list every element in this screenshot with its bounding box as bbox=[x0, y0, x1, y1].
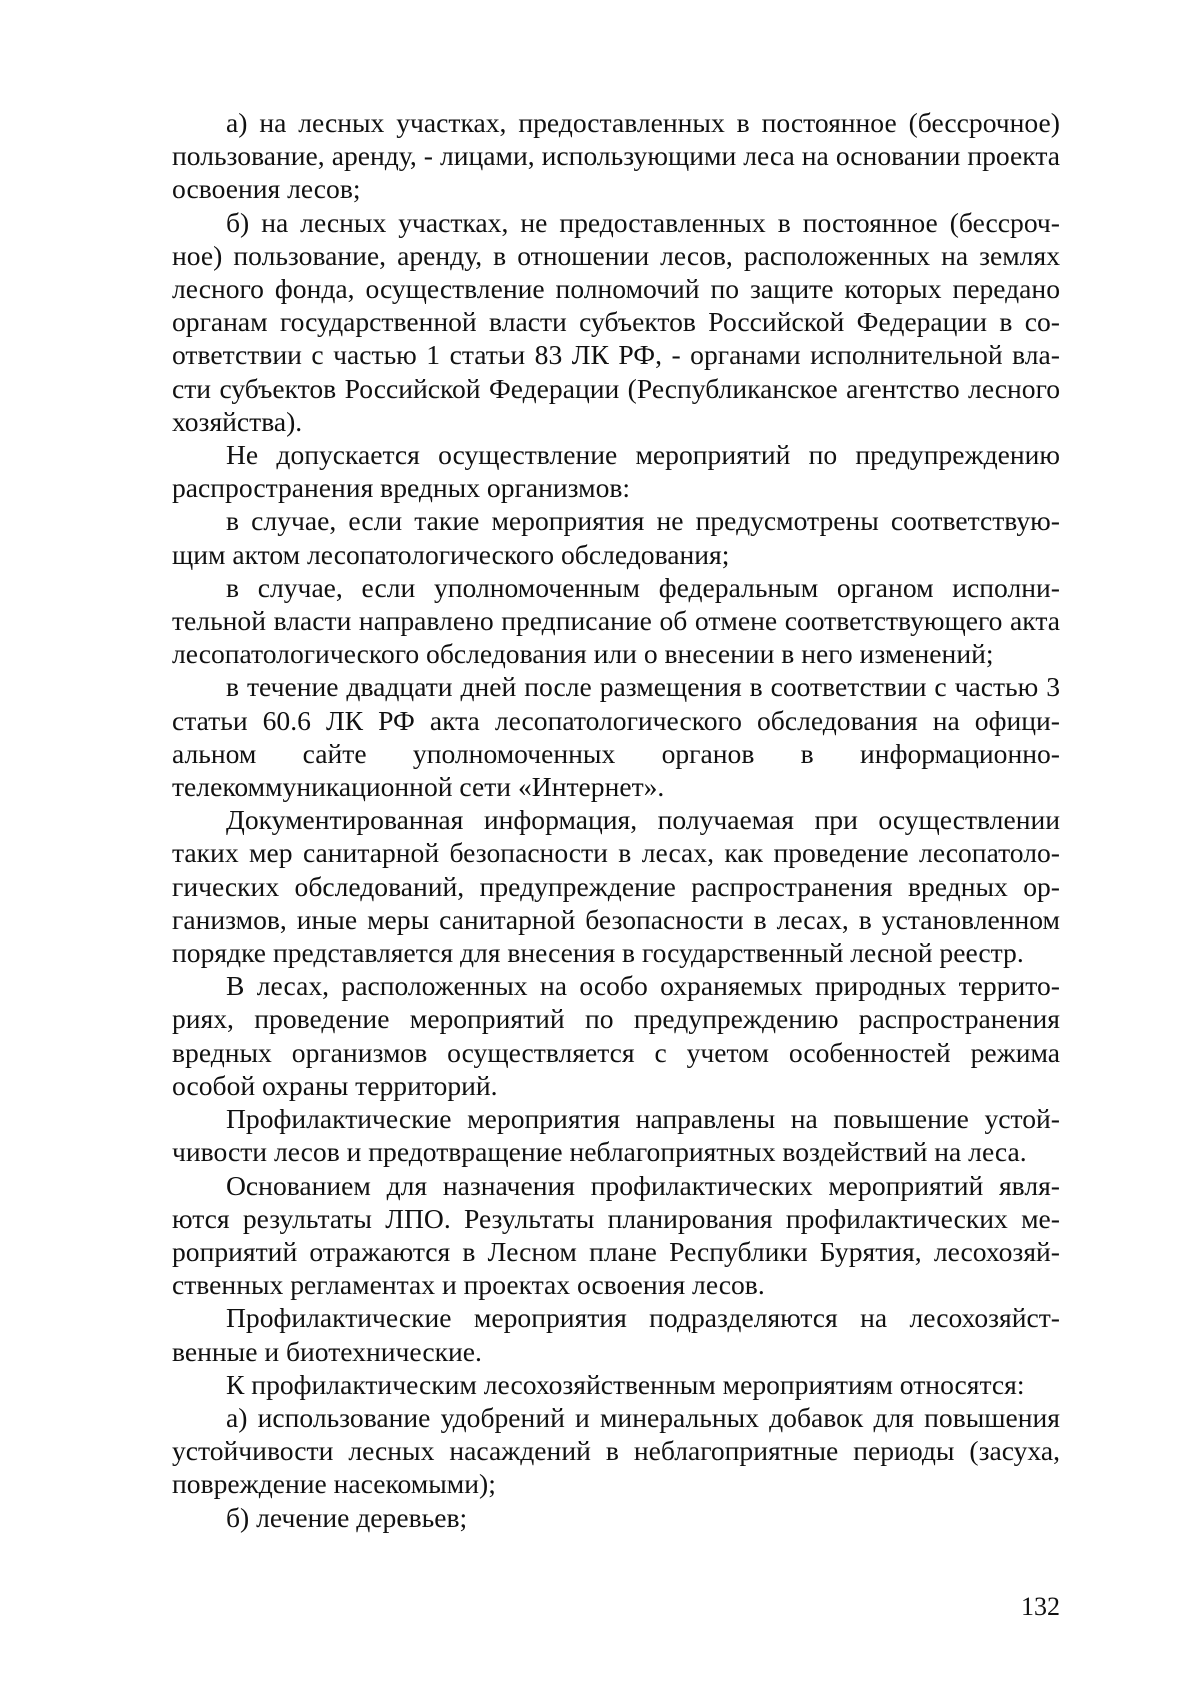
paragraph-2: б) на лесных участках, не предоставленных в постоянное (бессрочное) пользование, аренду, в отношении лесов, расположенных на землях лесного фонда, осуществление полномочий по защите которых передано органам государственной власти субъектов Российской Федерации в соответствии с частью 1 статьи 83 ЛК РФ, - органами исполнительной власти субъектов Российской Федерации (Республиканское агентство лесного хозяйства). bbox=[172, 206, 1060, 437]
paragraph-11: Профилактические мероприятия подразделяются на лесохозяйственные и биотехнические. bbox=[172, 1302, 1060, 1367]
page-number: 132 bbox=[1021, 1592, 1060, 1621]
document-body bbox=[172, 106, 1060, 1534]
paragraph-5: в случае, если уполномоченным федеральным органом исполнительной власти направлено предписание об отмене соответствующего акта лесопатологического обследования или о внесении в него изменений; bbox=[172, 571, 1060, 670]
paragraph-8: В лесах, расположенных на особо охраняемых природных территориях, проведение мероприятий по предупреждению распространения вредных организмов осуществляется с учетом особенностей режима особой охраны территорий. bbox=[172, 970, 1060, 1101]
paragraph-12: К профилактическим лесохозяйственным мероприятиям относятся: bbox=[226, 1368, 1025, 1400]
paragraph-4: в случае, если такие мероприятия не предусмотрены соответствующим актом лесопатологического обследования; bbox=[172, 505, 1060, 570]
paragraph-6: в течение двадцати дней после размещения в соответствии с частью 3 статьи 60.6 ЛК РФ акта лесопатологического обследования на официальном сайте уполномоченных органов в информационно-телекоммуникационной сети «Интернет». bbox=[172, 671, 1060, 803]
paragraph-13: а) использование удобрений и минеральных добавок для повышения устойчивости лесных насаждений в неблагоприятные периоды (засуха, повреждение насекомыми); bbox=[172, 1401, 1060, 1500]
paragraph-9: Профилактические мероприятия направлены на повышение устойчивости лесов и предотвращение неблагоприятных воздействий на леса. bbox=[172, 1103, 1060, 1168]
paragraph-1: а) на лесных участках, предоставленных в постоянное (бессрочное) пользование, аренду, - лицами, использующими леса на основании проекта освоения лесов; bbox=[172, 107, 1060, 205]
paragraph-14: б) лечение деревьев; bbox=[226, 1501, 468, 1533]
paragraph-7: Документированная информация, получаемая при осуществлении таких мер санитарной безопасности в лесах, как проведение лесопатологических обследований, предупреждение распространения вредных организмов, иные меры санитарной безопасности в лесах, в установленном порядке представляется для внесения в государственный лесной реестр. bbox=[172, 804, 1060, 969]
paragraph-3: Не допускается осуществление мероприятий по предупреждению распространения вредных организмов: bbox=[172, 439, 1060, 504]
paragraph-10: Основанием для назначения профилактических мероприятий являются результаты ЛПО. Результаты планирования профилактических мероприятий отражаются в Лесном плане Республики Бурятия, лесохозяйственных регламентах и проектах освоения лесов. bbox=[172, 1169, 1060, 1301]
